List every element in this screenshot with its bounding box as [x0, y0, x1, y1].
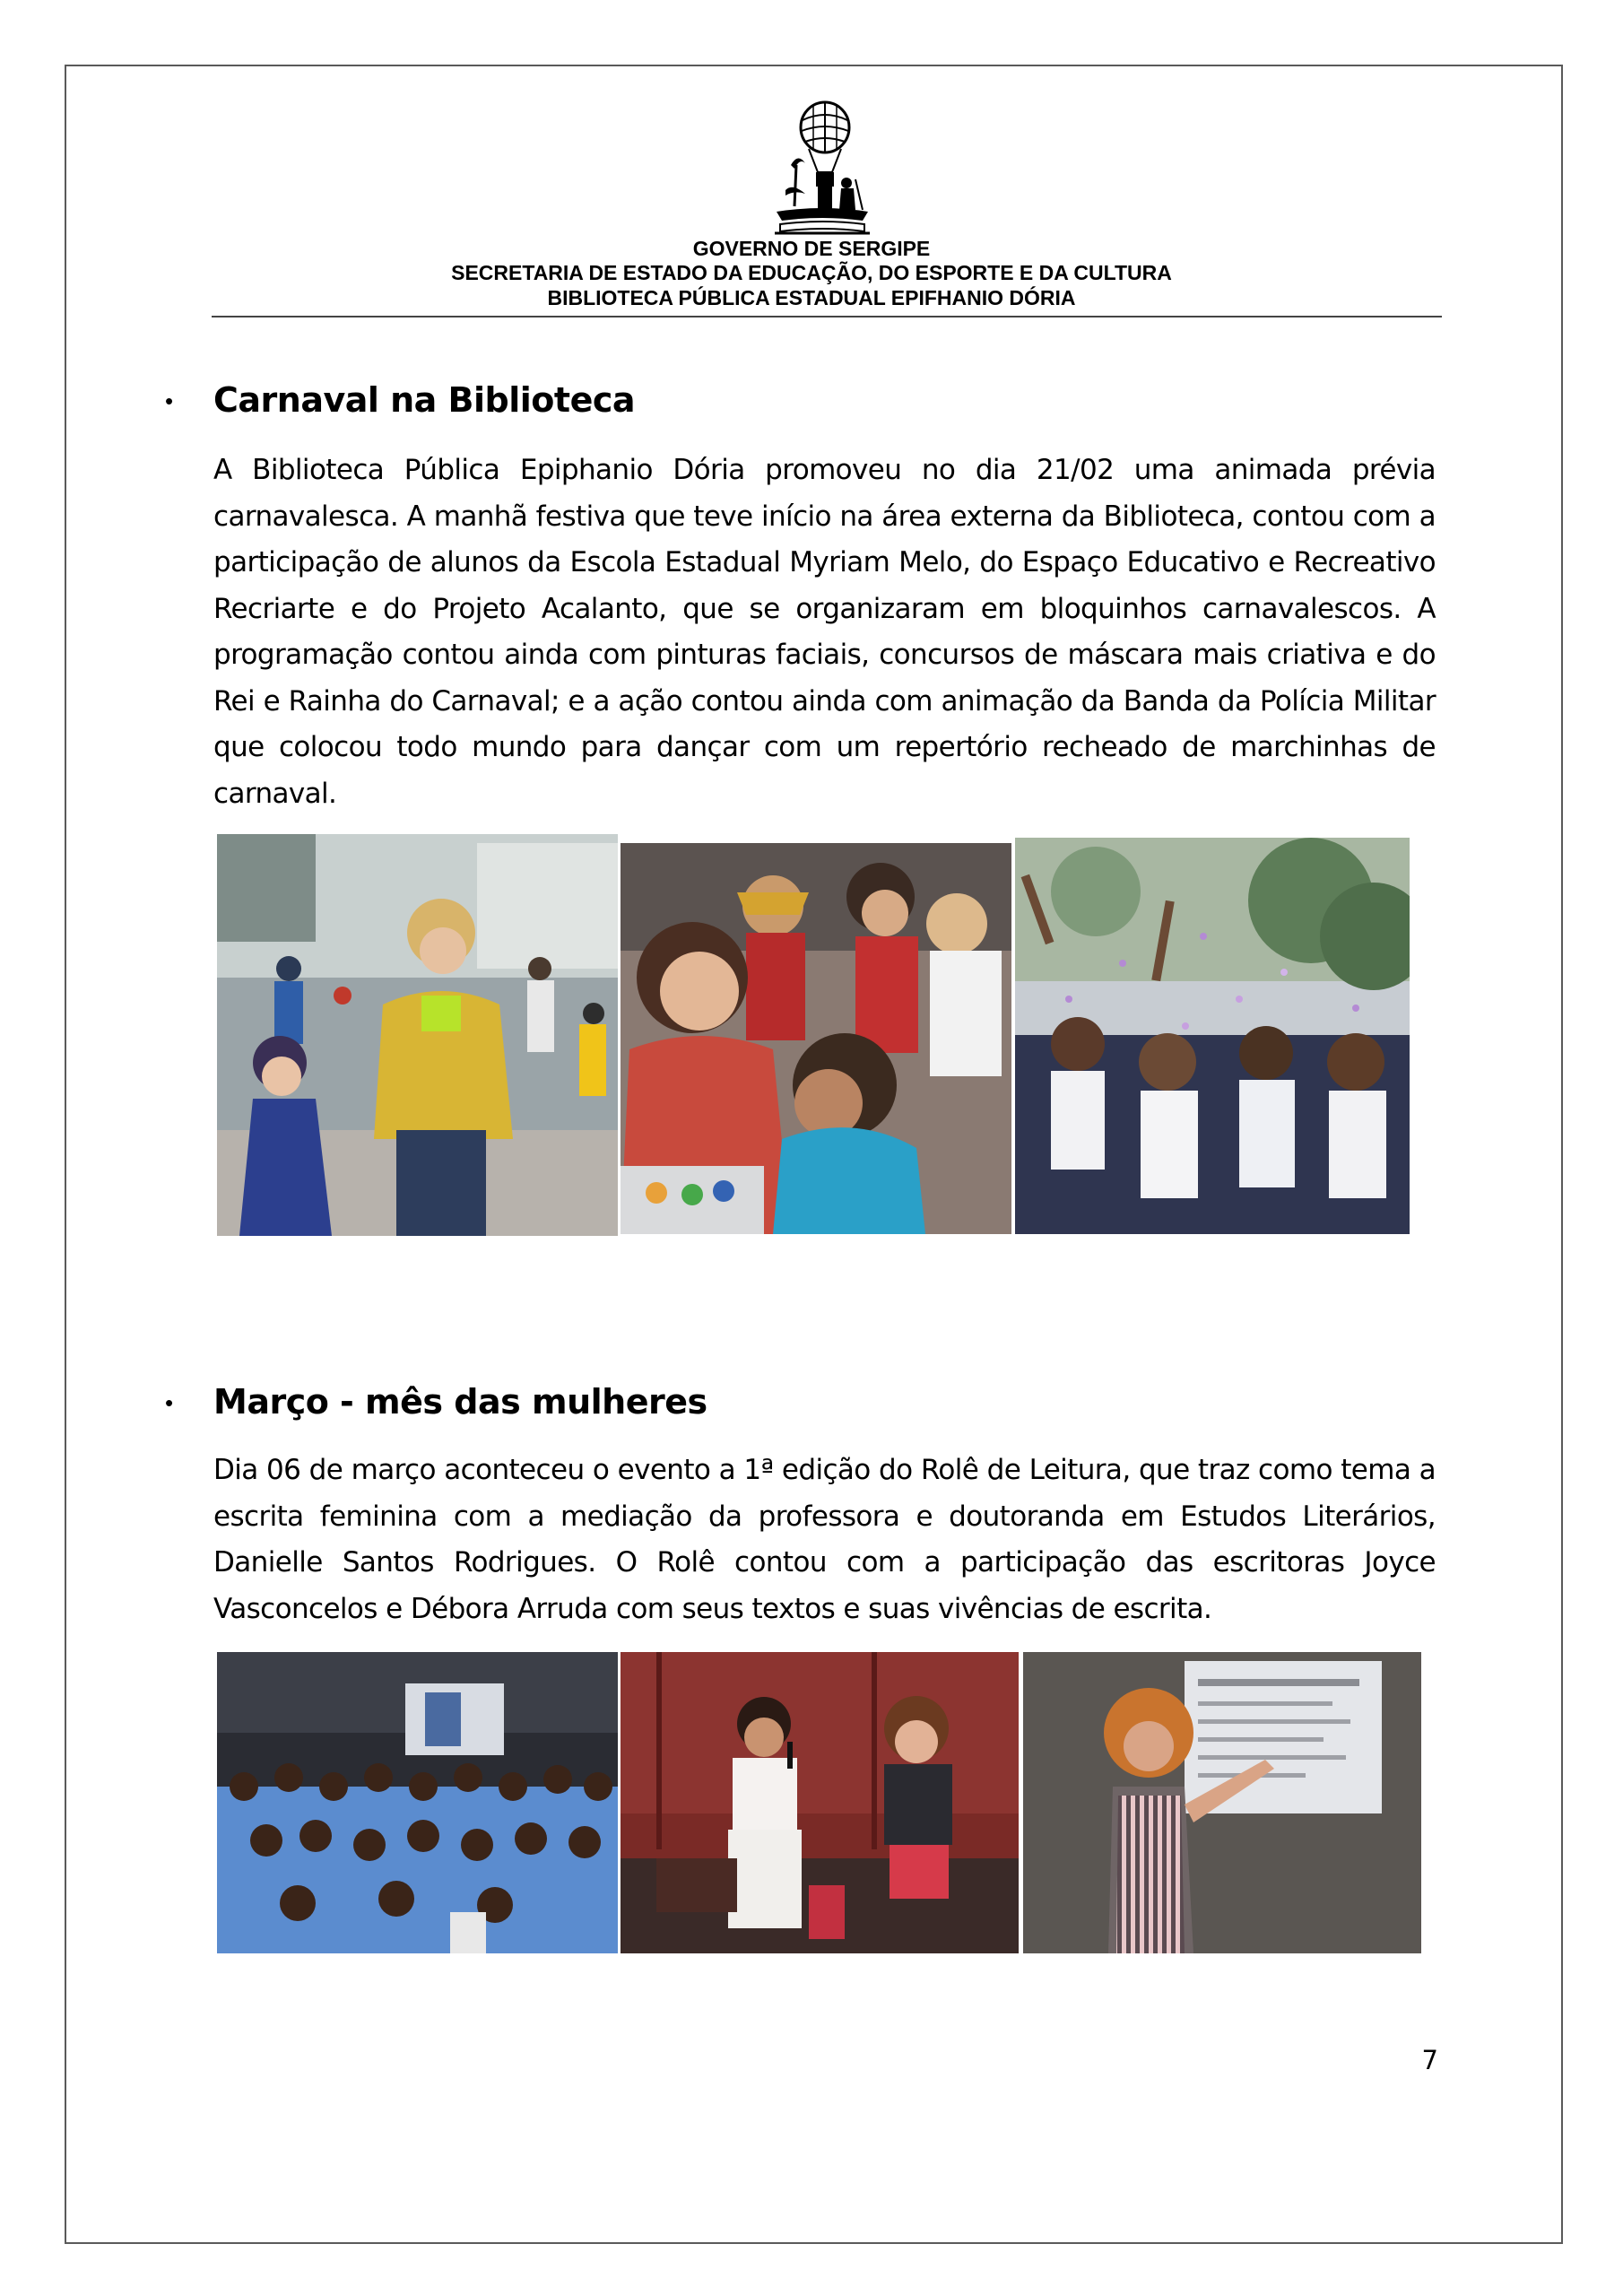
section-title-marco: Março - mês das mulheres	[213, 1382, 707, 1422]
page-number: 7	[1421, 2045, 1438, 2075]
section-title-carnaval: Carnaval na Biblioteca	[213, 380, 636, 420]
carnival-photo-dancing	[217, 834, 618, 1236]
section-text-marco: Dia 06 de março aconteceu o evento a 1ª edição do Rolê de Leitura, que traz como tema a escrita feminina com a mediação da professora e doutoranda em Estudos Literários, Danielle Santos Rodrigues. O Rolê contou com a participação das escritoras Joyce Vasconcelos e Débora Arruda com seus textos e suas vivências de escrita.	[213, 1454, 1436, 1625]
women-month-photo-presentation	[1023, 1652, 1421, 1953]
bullet-icon: •	[165, 1389, 174, 1416]
header-secretariat: SECRETARIA DE ESTADO DA EDUCAÇÃO, DO ESPORTE E DA CULTURA	[451, 261, 1172, 284]
section-text-carnaval: A Biblioteca Pública Epiphanio Dória promoveu no dia 21/02 uma animada prévia carnavalesca. A manhã festiva que teve início na área externa da Biblioteca, contou com a participação de alunos da Escola Estadual Myriam Melo, do Espaço Educativo e Recreativo Recriarte e do Projeto Acalanto, que se organizaram em bloquinhos carnavalescos. A programação contou ainda com pinturas faciais, concursos de máscara mais criativa e do Rei e Rainha do Carnaval; e a ação contou ainda com animação da Banda da Polícia Militar que colocou todo mundo para dançar com um repertório recheado de marchinhas de carnaval.	[213, 454, 1436, 810]
carnival-photo-face-painting	[621, 843, 1011, 1234]
sergipe-coat-of-arms-icon	[773, 100, 872, 237]
header-government: GOVERNO DE SERGIPE	[692, 237, 931, 260]
header-divider	[212, 316, 1442, 317]
carnival-photo-confetti-crowd	[1015, 838, 1410, 1234]
header-library: BIBLIOTECA PÚBLICA ESTADUAL EPIFHANIO DÓRIA	[547, 286, 1076, 309]
women-month-photo-speakers	[621, 1652, 1019, 1953]
women-month-photo-audience	[217, 1652, 618, 1953]
bullet-icon: •	[165, 387, 174, 414]
